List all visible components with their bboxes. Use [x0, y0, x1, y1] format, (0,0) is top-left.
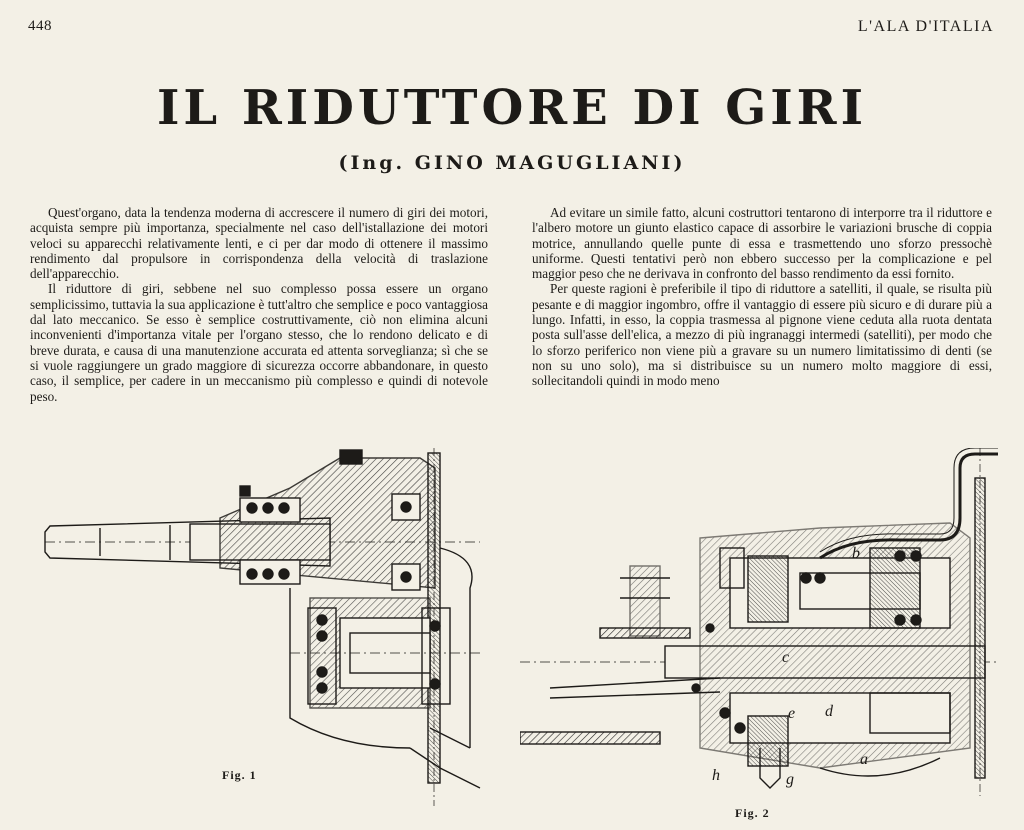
figure-2-drawing — [520, 448, 1000, 796]
page-number: 448 — [28, 18, 52, 34]
fig2-label-b: b — [852, 545, 860, 562]
left-column — [30, 205, 488, 404]
fig2-label-c: c — [782, 649, 790, 666]
right-paragraph-1: Ad evitare un simile fatto, alcuni costruttori tentarono di interporre tra il riduttore e l'albero motore un giunto elastico capace di assorbire le variazioni brusche di coppia motrice, annullando quelle punte di essa e trasmettendo uno sforzo pressochè uniforme. Questi tentativi però non ebbero successo per la complicazione e pel maggior peso che ne derivava in confronto del basso rendimento da essi fornito. — [532, 205, 992, 282]
figure-1-svg — [40, 448, 490, 806]
fig2-label-e: e — [788, 705, 796, 722]
running-head: L'ALA D'ITALIA — [857, 18, 994, 35]
figure-1-drawing — [40, 448, 490, 806]
fig2-label-a: a — [860, 751, 868, 768]
article-title: IL RIDUTTORE DI GIRI — [156, 80, 868, 136]
article-author: (Ing. GINO MAGUGLIANI) — [338, 152, 686, 174]
right-column — [532, 205, 992, 389]
left-paragraph-1: Quest'organo, data la tendenza moderna di accrescere il numero di giri dei motori, acquista sempre più importanza, specialmente nel caso dell'istallazione dei motori veloci su apparecchi relativamente lenti, e ci per dar modo di ottenere il massimo rendimento dal propulsore in corrispondenza della velocità di traslazione dell'apparecchio. — [30, 205, 488, 282]
right-paragraph-2: Per queste ragioni è preferibile il tipo di riduttore a satelliti, il quale, se risulta più pesante e di maggior ingombro, offre il vantaggio di essere più sicuro e di durare più a lungo. Infatti, in esso, la coppia trasmessa al pignone viene ceduta alla ruota dentata posta sull'asse dell'elica, a mezzo di più ingranaggi intermedi (satelliti), per modo che lo sforzo periferico non viene più a gravare su un numero limitatissimo di denti (se non su uno solo), ma si distribuisce su un numero molto maggiore di essi, sollecitandoli quindi in modo meno — [532, 281, 992, 389]
fig2-label-g: g — [786, 771, 794, 788]
fig2-label-h: h — [712, 767, 720, 784]
figure-2-caption: Fig. 2 — [735, 806, 770, 820]
left-paragraph-2: Il riduttore di giri, sebbene nel suo complesso possa essere un organo semplicissimo, tuttavia la sua applicazione è tutt'altro che semplice e poco vantaggiosa dal lato meccanico. Se esso è semplice costruttivamente, ciò non elimina alcuni inconvenienti d'importanza vitale per l'organo stesso, che lo rendono delicato e di breve durata, e causa di una manutenzione accurata ed attenta sorveglianza; sì che se si vuole raggiungere un grado maggiore di sicurezza occorre abbandonare, in questo caso, il semplice, per cadere in un meccanismo più complesso e quindi di notevole peso. — [30, 281, 488, 404]
figure-1-caption: Fig. 1 — [222, 768, 257, 782]
figure-2-svg — [520, 448, 1000, 796]
fig2-label-d: d — [825, 703, 833, 720]
